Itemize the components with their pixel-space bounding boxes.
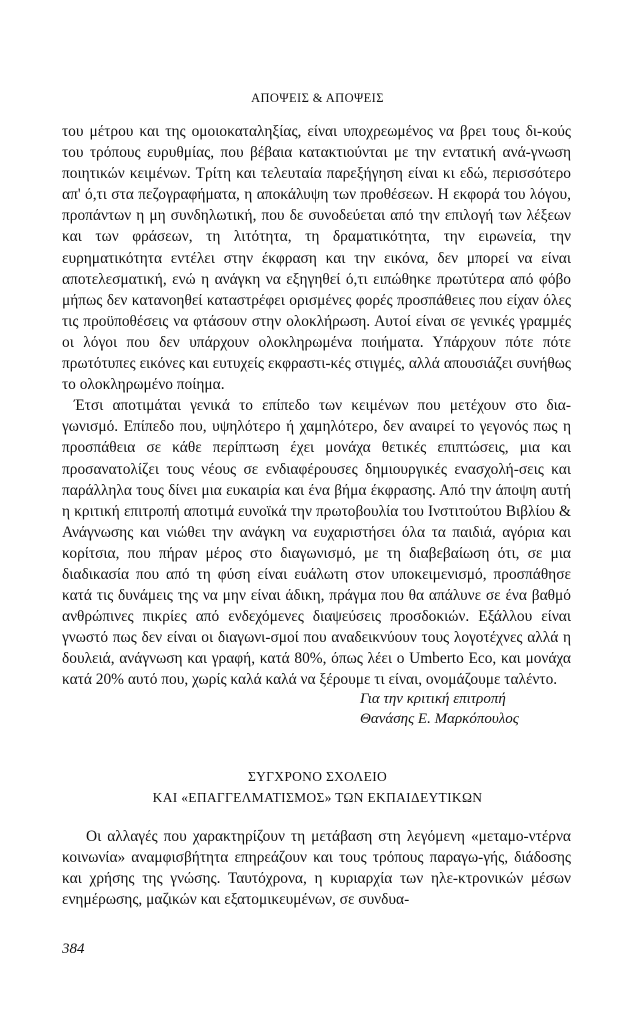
paragraph: του μέτρου και της ομοιοκαταληξίας, είναι υποχρεωμένος να βρει τους δι-κούς του τρόπους ευρυθμίας, που βέβαια κατακτιούνται με την εντατική ανά-γνωση ποιητικών κειμένων. Τρίτη και τελευταία παρεξήγηση είναι κι εδώ, περισσότερο απ' ό,τι στα πεζογραφήματα, η αποκάλυψη των προθέσεων. Η εκφορά του λόγου, προπάντων η μη συνδηλωτική, που δε συνοδεύεται από την επιλογή των λέξεων και των φράσεων, τη λιτότητα, τη δραματικότητα, την ειρωνεία, την ευρηματικότητα εντέλει στην έκφραση και την εικόνα, δεν μπορεί να είναι αποτελεσματική, ενώ η ανάγκη να εξηγηθεί ό,τι ειπώθηκε πρωτύτερα από φόβο μήπως δεν κατανοηθεί καταστρέφει ορισμένες φορές προσπάθειες που είχαν όλες τις προϋποθέσεις να φτάσουν στην ολοκλήρωση. Αυτοί είναι σε γενικές γραμμές οι λόγοι που δεν υπάρχουν ολοκληρωμένα ποιήματα. Υπάρχουν πότε πότε πρωτότυπες εικόνες και ευτυχείς εκφραστι-κές στιγμές, αλλά απουσιάζει συνήθως το ολοκληρωμένο ποίημα.: [62, 123, 571, 394]
section-body-text: Οι αλλαγές που χαρακτηρίζουν τη μετάβαση στη λεγόμενη «μεταμο-ντέρνα κοινωνία» αναμφισβήτητα επηρεάζουν και τους τρόπους παραγω-γής, διάδοσης και χρήσης της γνώσης. Ταυτόχρονα, η κυριαρχία των ηλε-κτρονικών μέσων ενημέρωσης, μαζικών και εξατομικευμένων, σε συνδυα-: [62, 828, 571, 908]
running-head: ΑΠΟΨΕΙΣ & ΑΠΟΨΕΙΣ: [251, 91, 384, 105]
signature-committee: Για την κριτική επιτροπή: [360, 691, 506, 707]
paragraph: Έτσι αποτιμάται γενικά το επίπεδο των κειμένων που μετέχουν στο δια-γωνισμό. Επίπεδο που, υψηλότερο ή χαμηλότερο, δεν αναιρεί το γεγονός πως η προσπάθεια σε κάθε περίπτωση έχει μονάχα θετικές επιπτώσεις, μια και προσανατολίζει τους νέους σε ενδιαφέρουσες δημιουργικές ενασχολή-σεις και παράλληλα τους δίνει μια ευκαιρία και ένα βήμα έκφρασης. Από την άποψη αυτή η κριτική επιτροπή αποτιμά ευνοϊκά την πρωτοβουλία του Ινστιτούτου Βιβλίου & Ανάγνωσης και νιώθει την ανάγκη να ευχαριστήσει όλα τα παιδιά, αγόρια και κορίτσια, που πήραν μέρος στο διαγωνισμό, με τη διαβεβαίωση ότι, σε μια διαδικασία που από τη φύση είναι ευάλωτη στον υποκειμενισμό, προσπάθησε κατά τις δυνάμεις της να μην είναι άδικη, πράγμα που θα απάλυνε σε ένα βαθμό ανθρώπινες πικρίες από ενδεχόμενες διαψεύσεις προσδοκιών. Εξάλλου είναι γνωστό πως δεν είναι οι διαγωνι-σμοί που αναδεικνύουν τους λογοτέχνες αλλά η δουλειά, ανάγνωση και γραφή, κατά 80%, όπως λέει ο Umberto Eco, και μονάχα κατά 20% αυτό που, χωρίς καλά καλά να ξέρουμε τι είναι, ονομάζουμε ταλέντο.: [62, 397, 571, 689]
section-heading: [0, 766, 635, 808]
main-body-text: [62, 121, 571, 691]
section-title-line-2: ΚΑΙ «ΕΠΑΓΓΕΛΜΑΤΙΣΜΟΣ» ΤΩΝ ΕΚΠΑΙΔΕΥΤΙΚΩΝ: [152, 790, 483, 805]
signature-name: Θανάσης Ε. Μαρκόπουλος: [360, 711, 519, 727]
page-number: 384: [62, 941, 85, 957]
section-title-line-1: ΣΥΓΧΡΟΝΟ ΣΧΟΛΕΙΟ: [247, 769, 388, 784]
signature-block: [360, 689, 519, 729]
